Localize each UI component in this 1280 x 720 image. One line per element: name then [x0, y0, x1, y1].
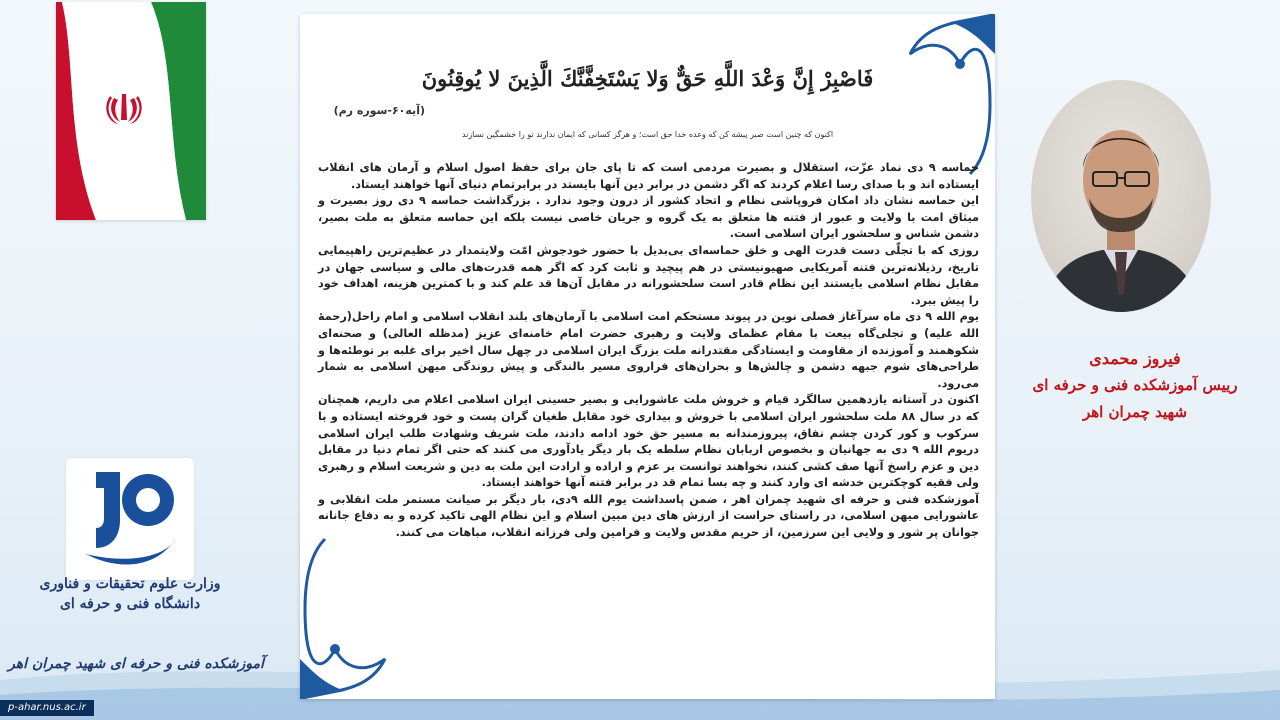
ministry-name: وزارت علوم تحقیقات و فناوری — [39, 576, 221, 592]
website-url[interactable]: p-ahar.nus.ac.ir — [0, 700, 94, 716]
signatory-institution: شهید چمران اهر — [1082, 403, 1188, 421]
iran-flag — [56, 2, 206, 220]
statement-body — [318, 160, 979, 542]
paragraph: آموزشکده فنی و حرفه ای شهید چمران اهر ، ضمن پاسداشت یوم الله ۹دی، بار دیگر بر صیانت مستمر ملت انقلابی و عاشورایی میهن اسلامی، در راستای حراست از ارزش های دین مبین اسلام و این نظام الهی تاکید کرده و به دفاع جانانه جوانان پر شور و ولایی این سرزمین، از حریم مقدس ولایت و فرامین ولی فرزانه انقلاب، مباهات می کنند. — [318, 492, 979, 540]
signature-block — [1010, 345, 1260, 426]
university-logo — [66, 458, 194, 580]
verse-translation: اکنون که چنین است صبر پیشه کن که وعده خدا حق است؛ و هرگز کسانی که ایمان ندارند تو را خشمگین نسازند — [461, 130, 834, 139]
paragraph: روزی که با تجلّی دست قدرت الهی و خلق حماسه‌ای بی‌بدیل با حضور خودجوش امّت ولایتمدار در عظیم‌ترین راهپیمایی تاریخ، رذیلانه‌ترین فتنه آمریکایی صهیونیستی در هم پیچید و ثابت کرد که اگر همه قدرت‌های مالی و سیاسی جهان در مقابل نظام اسلامی بایستند این نظام قادر است سلحشورانه در مقابل آن‌ها قد علم کند و با کمترین هزینه، اهداف خود را پیش ببرد. — [318, 243, 979, 307]
signatory-name: فیروز محمدی — [1089, 349, 1181, 368]
author-portrait — [1031, 80, 1211, 312]
iran-emblem-icon — [106, 94, 141, 124]
statement-document — [300, 14, 995, 699]
paragraph: اکنون در آستانه یازدهمین سالگرد قیام و خروش ملت عاشورایی و بصیر حسینی ایران اسلامی اعلام می داریم، همچنان که در سال ۸۸ ملت سلحشور ایران اسلامی با خروش و بیداری خود مقابل طغیان گران پست و خود فروخته ایستاده و با سرکوب و کور کردن چشم نفاق، پیروزمندانه به مسیر حق خود ادامه دادند، ملت شریف وشهادت طلب ایران اسلامی دریوم الله ۹ دی به جهانیان و بخصوص اربابان نظام سلطه یک بار دیگر یادآوری می کنند که حتی اگر تمام دنیا در مقابل دین و عزم راسخ آنها صف کشی کنند، نخواهند توانست بر عزم و اراده و ارادت این ملت به دین و شریعت اسلام و رهبری ولی فقیه کوچکترین خدشه ای وارد کنند و چه بسا تمام قد در برابر فتنه آنها خواهند ایستاد. — [318, 393, 979, 490]
university-name: دانشگاه فنی و حرفه ای — [59, 596, 201, 612]
quran-verse: فَاصْبِرْ إِنَّ وَعْدَ اللَّهِ حَقٌّ وَلا يَسْتَخِفَّنَّكَ الَّذِينَ لا يُوقِنُونَ — [421, 66, 874, 91]
paragraph: یوم الله ۹ دی ماه سرآغاز فصلی نوین در پیوند مستحکم امت اسلامی با آرمان‌های بلند انقلاب اسلامی و امام راحل(رحمهٔ الله علیه) و تجلی‌گاه بیعت با مقام عظمای ولایت و رهبری حضرت امام خامنه‌ای عزیز (مدظله العالی) و صحنه‌ای شکوهمند و آموزنده از مقاومت و ایستادگی مقتدرانه ملت بزرگ ایران اسلامی در چهل سال اخیر برای غلبه بر توطئه‌ها و طراحی‌های شوم جبهه دشمن و چالش‌ها و بحران‌های فراروی مسیر بالندگی و پیش روندگی میهن اسلامی به شمار می‌رود. — [318, 310, 980, 390]
logo-caption — [30, 574, 230, 614]
verse-reference: (آیه۶۰-سوره رم) — [333, 104, 425, 117]
college-name: آموزشکده فنی و حرفه ای شهید چمران اهر — [8, 656, 264, 672]
paragraph: حماسه ۹ دی نماد عزّت، استقلال و بصیرت مردمی است که تا پای جان برای حفظ اصول اسلام و آرمان های انقلاب ایستاده اند و با صدای رسا اعلام کردند که اگر دشمن در برابر دین آنها بایستد در برابرتمام دنیای آنها خواهند ایستاد. — [318, 161, 980, 191]
tvu-logo-icon — [66, 458, 194, 580]
paragraph: این حماسه نشان داد امکان فروپاشی نظام و اتحاد کشور از درون وجود ندارد . بزرگداشت حماسه ۹ دی روز بصیرت و میثاق امت با ولایت و عبور از فتنه ها متعلق به یک گروه و جریان خاصی نیست بلکه این حماسه متعلق به ملت بصیر، دشمن شناس و سلحشور ایران اسلامی است. — [318, 194, 980, 241]
signatory-title: رییس آموزشکده فنی و حرفه ای — [1032, 376, 1238, 394]
